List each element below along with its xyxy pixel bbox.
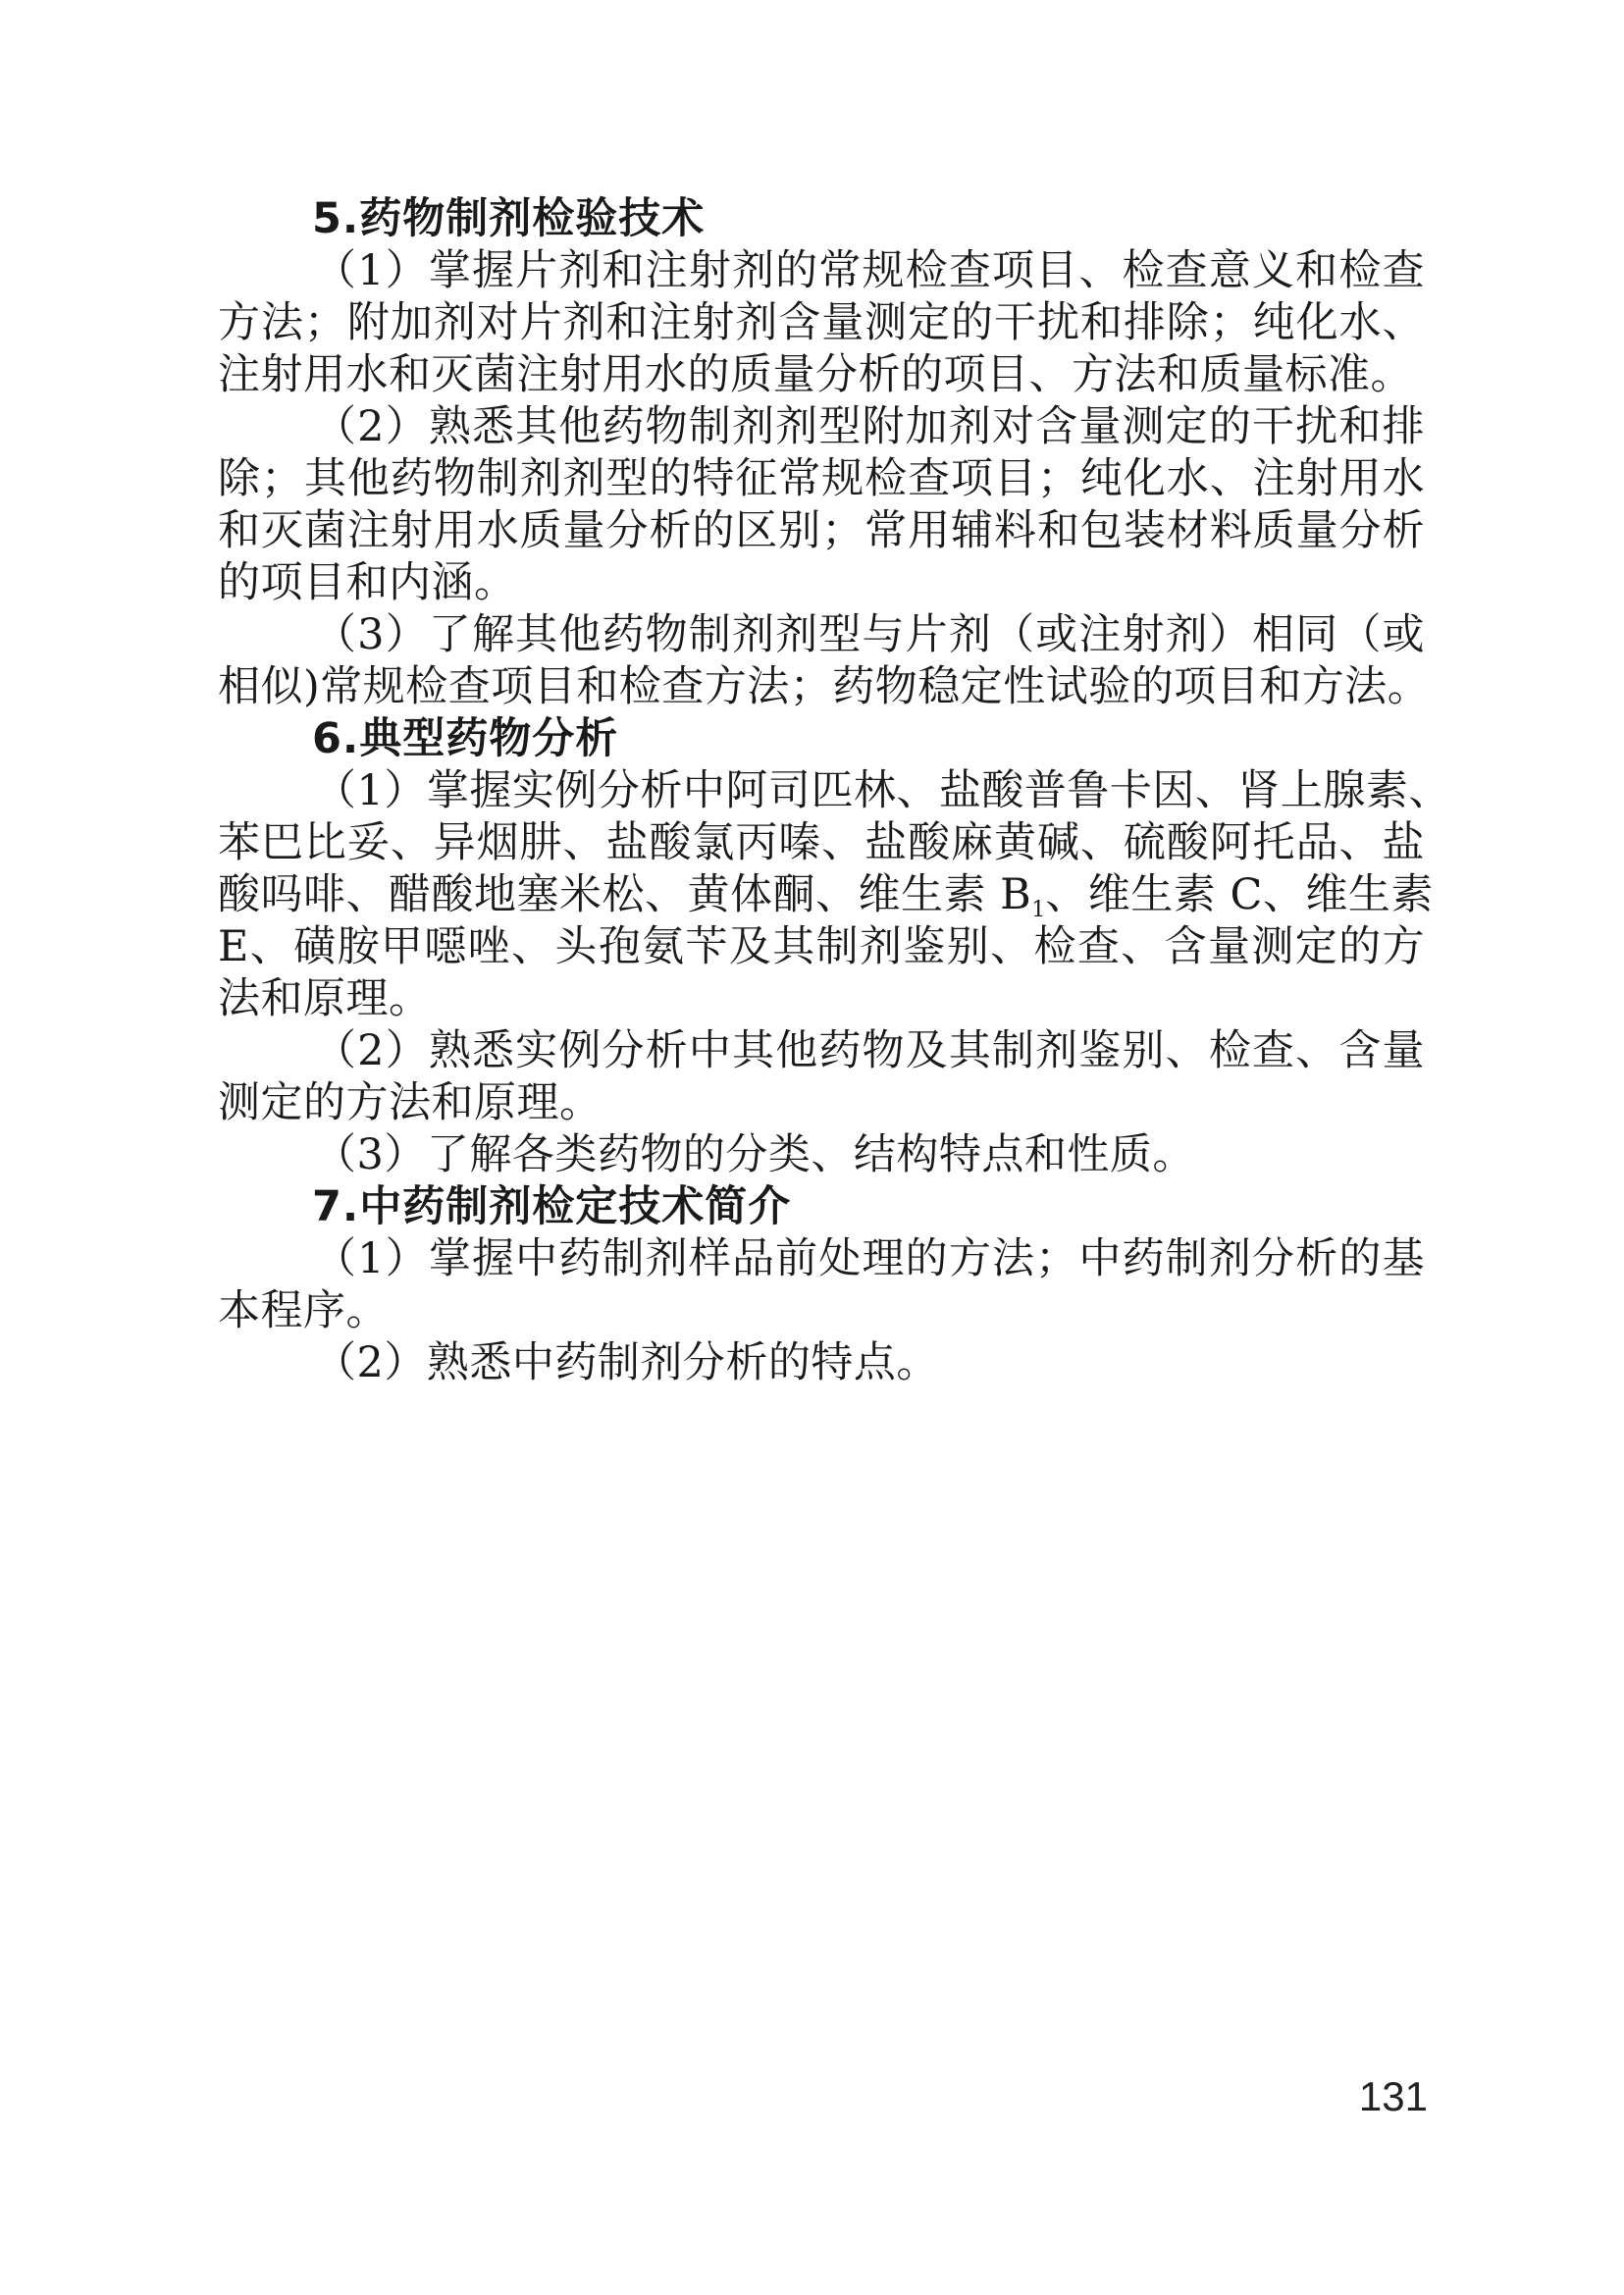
paragraph-line: 法和原理。 bbox=[218, 974, 432, 1023]
paragraph-line: （1）掌握实例分析中阿司匹林、盐酸普鲁卡因、肾上腺素、 bbox=[314, 766, 1451, 815]
paragraph-line: 注射用水和灭菌注射用水的质量分析的项目、方法和质量标准。 bbox=[218, 350, 1413, 399]
paragraph-line: （2）熟悉其他药物制剂剂型附加剂对含量测定的干扰和排 bbox=[314, 402, 1425, 451]
line-text-tail: 、维生素 C、维生素 bbox=[1045, 870, 1434, 919]
paragraph-line: 测定的方法和原理。 bbox=[218, 1078, 602, 1127]
paragraph-line: 方法；附加剂对片剂和注射剂含量测定的干扰和排除；纯化水、 bbox=[218, 298, 1425, 347]
paragraph-line: 的项目和内涵。 bbox=[218, 558, 517, 607]
paragraph-line: （1）掌握中药制剂样品前处理的方法；中药制剂分析的基 bbox=[314, 1234, 1425, 1283]
subscript-1: 1 bbox=[1031, 898, 1046, 922]
section-heading-6: 6.典型药物分析 bbox=[312, 714, 619, 763]
page-number: 131 bbox=[1358, 2073, 1428, 2119]
section-heading-5: 5.药物制剂检验技术 bbox=[312, 194, 706, 243]
paragraph-line: （2）熟悉中药制剂分析的特点。 bbox=[314, 1338, 939, 1387]
paragraph-line: E、磺胺甲噁唑、头孢氨苄及其制剂鉴别、检查、含量测定的方 bbox=[218, 922, 1425, 971]
paragraph-line: 除；其他药物制剂剂型的特征常规检查项目；纯化水、注射用水 bbox=[218, 454, 1425, 503]
paragraph-line: 苯巴比妥、异烟肼、盐酸氯丙嗪、盐酸麻黄碱、硫酸阿托品、盐 bbox=[218, 818, 1425, 867]
line-text: 酸吗啡、醋酸地塞米松、黄体酮、维生素 B bbox=[218, 870, 1032, 919]
paragraph-line: 本程序。 bbox=[218, 1286, 389, 1335]
paragraph-line: （1）掌握片剂和注射剂的常规检查项目、检查意义和检查 bbox=[314, 246, 1425, 295]
paragraph-line: 和灭菌注射用水质量分析的区别；常用辅料和包装材料质量分析 bbox=[218, 506, 1425, 555]
section-heading-7: 7.中药制剂检定技术简介 bbox=[312, 1182, 792, 1231]
paragraph-line: （3）了解各类药物的分类、结构特点和性质。 bbox=[314, 1130, 1195, 1179]
paragraph-line: 相似)常规检查项目和检查方法；药物稳定性试验的项目和方法。 bbox=[218, 662, 1431, 711]
paragraph-line: （2）熟悉实例分析中其他药物及其制剂鉴别、检查、含量 bbox=[314, 1026, 1425, 1075]
paragraph-line: （3）了解其他药物制剂剂型与片剂（或注射剂）相同（或 bbox=[314, 610, 1425, 659]
